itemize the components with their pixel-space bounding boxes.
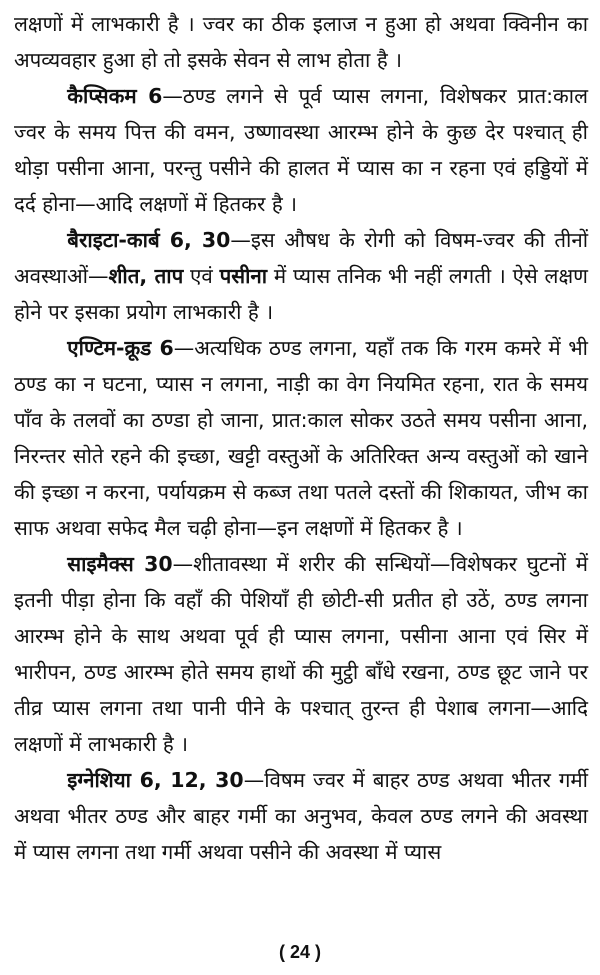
page-number: ( 24 ): [278, 942, 321, 962]
paragraph-text: एवं: [183, 264, 220, 288]
paragraph-text: लक्षणों में लाभकारी है । ज्वर का ठीक इलाज न हुआ हो अथवा क्विनीन का अपव्यवहार हुआ हो तो इसके सेवन से लाभ होता है ।: [14, 12, 588, 72]
remedy-heading: साइमैक्स 30: [67, 552, 173, 576]
paragraph-cimex: [14, 546, 588, 762]
paragraph-text: —अत्यधिक ठण्ड लगना, यहाँ तक कि गरम कमरे में भी ठण्ड का न घटना, प्यास न लगना, नाड़ी का वेग नियमित रहना, रात के समय पाँव के तलवों का ठण्डा हो जाना, प्रात:काल सोकर उठते समय पसीना आना, निरन्तर सोते रहने की इच्छा, खट्टी वस्तुओं के अतिरिक्त अन्य वस्तुओं को खाने की इच्छा न करना, पर्यायक्रम से कब्ज तथा पतले दस्तों की शिकायत, जीभ का साफ अथवा सफेद मैल चढ़ी होना—इन लक्षणों में हितकर है ।: [14, 336, 588, 540]
paragraph-ignatia: [14, 762, 588, 870]
emphasis-stages: शीत, ताप: [108, 264, 184, 288]
remedy-heading: एण्टिम-क्रूड 6: [67, 336, 174, 360]
paragraph-continuation: [14, 6, 588, 78]
paragraph-text: —इस औषध के रोगी को विषम-ज्वर की तीनों अवस्थाओं—: [14, 228, 589, 288]
paragraph-text: में प्यास तनिक भी नहीं लगती । ऐसे लक्षण होने पर इसका प्रयोग लाभकारी है ।: [14, 264, 588, 324]
remedy-heading: इग्नेशिया 6, 12, 30: [67, 768, 244, 792]
emphasis-sweat: पसीना: [219, 264, 268, 288]
paragraph-capsicum: [14, 78, 588, 222]
paragraph-text: —विषम ज्वर में बाहर ठण्ड अथवा भीतर गर्मी अथवा भीतर ठण्ड और बाहर गर्मी का अनुभव, केवल ठण्ड लगने की अवस्था में प्यास लगना तथा गर्मी अथवा पसीने की अवस्था में प्यास: [14, 768, 588, 864]
document-page: [14, 6, 588, 936]
paragraph-text: —शीतावस्था में शरीर की सन्धियों—विशेषकर घुटनों में इतनी पीड़ा होना कि वहाँ की पेशियाँ ही छोटी-सी प्रतीत हो उठें, ठण्ड लगना आरम्भ होने के साथ अथवा पूर्व ही प्यास लगना, पसीना आना एवं सिर में भारीपन, ठण्ड आरम्भ होते समय हाथों की मुट्ठी बाँधे रखना, ठण्ड छूट जाने पर तीव्र प्यास लगना तथा पानी पीने के पश्चात् तुरन्त ही पेशाब लगना—आदि लक्षणों में लाभकारी है ।: [14, 552, 588, 756]
remedy-heading: बैराइटा-कार्ब 6, 30: [67, 228, 231, 252]
paragraph-text: —ठण्ड लगने से पूर्व प्यास लगना, विशेषकर प्रात:काल ज्वर के समय पित्त की वमन, उष्णावस्था आरम्भ होने के कुछ देर पश्चात् ही थोड़ा पसीना आना, परन्तु पसीने की हालत में प्यास का न रहना एवं हड्डियों में दर्द होना—आदि लक्षणों में हितकर है ।: [14, 84, 588, 216]
paragraph-baryta-carb: [14, 222, 588, 330]
remedy-heading: कैप्सिकम 6: [67, 84, 163, 108]
paragraph-antim-crud: [14, 330, 588, 546]
